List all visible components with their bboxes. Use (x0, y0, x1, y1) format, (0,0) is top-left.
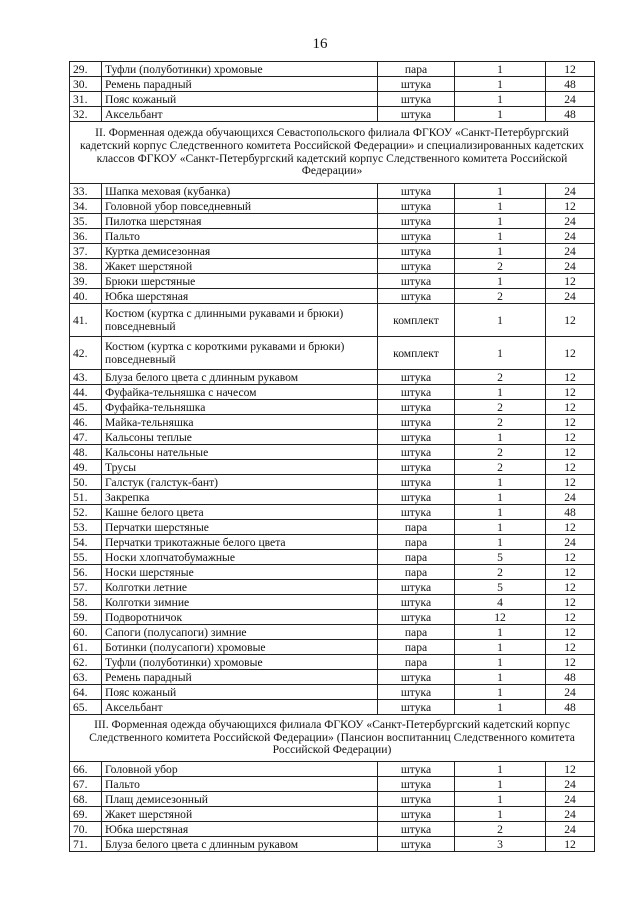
unit-of-measure: пара (378, 655, 455, 670)
wear-term: 12 (546, 595, 595, 610)
unit-of-measure: пара (378, 520, 455, 535)
row-number: 42. (70, 337, 102, 370)
wear-term: 12 (546, 550, 595, 565)
table-row (70, 62, 595, 77)
quantity: 2 (455, 400, 546, 415)
item-name: Галстук (галстук-бант) (102, 475, 378, 490)
quantity: 1 (455, 655, 546, 670)
table-row (70, 837, 595, 852)
item-name: Пилотка шерстяная (102, 214, 378, 229)
table-row (70, 337, 595, 370)
wear-term: 12 (546, 304, 595, 337)
unit-of-measure: штука (378, 184, 455, 199)
row-number: 44. (70, 385, 102, 400)
table-row (70, 700, 595, 715)
unit-of-measure: штука (378, 595, 455, 610)
unit-of-measure: штука (378, 610, 455, 625)
table-group-mid-b (70, 370, 595, 715)
table-row (70, 92, 595, 107)
quantity: 1 (455, 685, 546, 700)
unit-of-measure: штука (378, 792, 455, 807)
table-row (70, 640, 595, 655)
item-name: Перчатки трикотажные белого цвета (102, 535, 378, 550)
wear-term: 12 (546, 837, 595, 852)
table-row (70, 565, 595, 580)
page-number: 16 (312, 36, 328, 52)
row-number: 30. (70, 77, 102, 92)
table-group-bottom (70, 762, 595, 852)
quantity: 1 (455, 535, 546, 550)
item-name: Перчатки шерстяные (102, 520, 378, 535)
wear-term: 24 (546, 792, 595, 807)
quantity: 1 (455, 700, 546, 715)
quantity: 2 (455, 415, 546, 430)
quantity: 1 (455, 107, 546, 122)
table-row (70, 670, 595, 685)
row-number: 59. (70, 610, 102, 625)
row-number: 66. (70, 762, 102, 777)
item-name: Кальсоны нательные (102, 445, 378, 460)
row-number: 38. (70, 259, 102, 274)
item-name: Носки хлопчатобумажные (102, 550, 378, 565)
item-name: Жакет шерстяной (102, 259, 378, 274)
unit-of-measure: штука (378, 475, 455, 490)
wear-term: 24 (546, 535, 595, 550)
wear-term: 12 (546, 762, 595, 777)
unit-of-measure: штука (378, 77, 455, 92)
item-name: Головной убор повседневный (102, 199, 378, 214)
quantity: 3 (455, 837, 546, 852)
wear-term: 12 (546, 430, 595, 445)
row-number: 53. (70, 520, 102, 535)
wear-term: 12 (546, 580, 595, 595)
table-group-mid-a (70, 184, 595, 304)
table-row (70, 107, 595, 122)
wear-term: 24 (546, 777, 595, 792)
table-row (70, 259, 595, 274)
item-name: Ремень парадный (102, 670, 378, 685)
wear-term: 12 (546, 415, 595, 430)
row-number: 37. (70, 244, 102, 259)
unit-of-measure: пара (378, 640, 455, 655)
item-name: Блуза белого цвета с длинным рукавом (102, 370, 378, 385)
row-number: 33. (70, 184, 102, 199)
table-row (70, 415, 595, 430)
quantity: 1 (455, 807, 546, 822)
unit-of-measure: штука (378, 505, 455, 520)
row-number: 52. (70, 505, 102, 520)
row-number: 55. (70, 550, 102, 565)
row-number: 43. (70, 370, 102, 385)
unit-of-measure: штука (378, 199, 455, 214)
unit-of-measure: пара (378, 535, 455, 550)
wear-term: 24 (546, 807, 595, 822)
item-name: Плащ демисезонный (102, 792, 378, 807)
unit-of-measure: пара (378, 550, 455, 565)
quantity: 1 (455, 625, 546, 640)
item-name: Головной убор (102, 762, 378, 777)
item-name: Юбка шерстяная (102, 822, 378, 837)
unit-of-measure: штука (378, 107, 455, 122)
quantity: 1 (455, 762, 546, 777)
unit-of-measure: штука (378, 214, 455, 229)
wear-term: 12 (546, 445, 595, 460)
item-name: Ремень парадный (102, 77, 378, 92)
quantity: 4 (455, 595, 546, 610)
item-name: Пояс кожаный (102, 685, 378, 700)
item-name: Пояс кожаный (102, 92, 378, 107)
row-number: 29. (70, 62, 102, 77)
table-row (70, 370, 595, 385)
table-row (70, 229, 595, 244)
wear-term: 12 (546, 565, 595, 580)
row-number: 47. (70, 430, 102, 445)
unit-of-measure: штука (378, 229, 455, 244)
item-name: Колготки зимние (102, 595, 378, 610)
table-row (70, 400, 595, 415)
row-number: 35. (70, 214, 102, 229)
unit-of-measure: штука (378, 460, 455, 475)
section-heading-row (70, 715, 595, 762)
wear-term: 12 (546, 370, 595, 385)
unit-of-measure: штука (378, 837, 455, 852)
table-row (70, 655, 595, 670)
quantity: 1 (455, 385, 546, 400)
wear-term: 12 (546, 475, 595, 490)
quantity: 2 (455, 822, 546, 837)
item-name: Костюм (куртка с длинными рукавами и брюки) повседневный (102, 304, 378, 337)
item-name: Носки шерстяные (102, 565, 378, 580)
wear-term: 24 (546, 229, 595, 244)
row-number: 31. (70, 92, 102, 107)
item-name: Костюм (куртка с короткими рукавами и брюки) повседневный (102, 337, 378, 370)
unit-of-measure: штука (378, 370, 455, 385)
item-name: Туфли (полуботинки) хромовые (102, 655, 378, 670)
item-name: Ботинки (полусапоги) хромовые (102, 640, 378, 655)
item-name: Закрепка (102, 490, 378, 505)
item-name: Майка-тельняшка (102, 415, 378, 430)
wear-term: 12 (546, 520, 595, 535)
unit-of-measure: штука (378, 385, 455, 400)
table-row (70, 762, 595, 777)
table-row (70, 199, 595, 214)
quantity: 2 (455, 259, 546, 274)
unit-of-measure: штука (378, 400, 455, 415)
wear-term: 48 (546, 505, 595, 520)
unit-of-measure: штука (378, 274, 455, 289)
unit-of-measure: комплект (378, 304, 455, 337)
unit-of-measure: штука (378, 289, 455, 304)
item-name: Сапоги (полусапоги) зимние (102, 625, 378, 640)
wear-term: 24 (546, 490, 595, 505)
row-number: 48. (70, 445, 102, 460)
row-number: 65. (70, 700, 102, 715)
row-number: 50. (70, 475, 102, 490)
table-row (70, 807, 595, 822)
row-number: 54. (70, 535, 102, 550)
quantity: 1 (455, 337, 546, 370)
unit-of-measure: штука (378, 670, 455, 685)
table-row (70, 289, 595, 304)
wear-term: 12 (546, 625, 595, 640)
quantity: 2 (455, 370, 546, 385)
row-number: 61. (70, 640, 102, 655)
item-name: Куртка демисезонная (102, 244, 378, 259)
item-name: Шапка меховая (кубанка) (102, 184, 378, 199)
table-row (70, 792, 595, 807)
item-name: Пальто (102, 229, 378, 244)
table-row (70, 274, 595, 289)
section-2-block (70, 122, 595, 184)
quantity: 1 (455, 62, 546, 77)
wear-term: 12 (546, 655, 595, 670)
unit-of-measure: штука (378, 822, 455, 837)
wear-term: 24 (546, 289, 595, 304)
quantity: 1 (455, 430, 546, 445)
wear-term: 24 (546, 685, 595, 700)
item-name: Юбка шерстяная (102, 289, 378, 304)
item-name: Аксельбант (102, 700, 378, 715)
section-heading-2: II. Форменная одежда обучающихся Севастопольского филиала ФГКОУ «Санкт-Петербургский кадетский корпус Следственного комитета Российской Федерации» и специализированных кадетских классов ФГКОУ «Санкт-Петербургский кадетский корпус Следственного комитета Российской Федерации» (70, 122, 595, 184)
table-row (70, 610, 595, 625)
table-row (70, 595, 595, 610)
table-row (70, 304, 595, 337)
table-row (70, 520, 595, 535)
quantity: 2 (455, 289, 546, 304)
row-number: 63. (70, 670, 102, 685)
row-number: 62. (70, 655, 102, 670)
row-number: 58. (70, 595, 102, 610)
wear-term: 24 (546, 214, 595, 229)
wear-term: 24 (546, 92, 595, 107)
quantity: 1 (455, 475, 546, 490)
item-name: Колготки летние (102, 580, 378, 595)
item-name: Жакет шерстяной (102, 807, 378, 822)
unit-of-measure: штука (378, 685, 455, 700)
wear-term: 12 (546, 337, 595, 370)
item-name: Подворотничок (102, 610, 378, 625)
item-name: Фуфайка-тельняшка с начесом (102, 385, 378, 400)
row-number: 51. (70, 490, 102, 505)
item-name: Фуфайка-тельняшка (102, 400, 378, 415)
row-number: 39. (70, 274, 102, 289)
item-name: Туфли (полуботинки) хромовые (102, 62, 378, 77)
row-number: 34. (70, 199, 102, 214)
row-number: 57. (70, 580, 102, 595)
row-number: 56. (70, 565, 102, 580)
unit-of-measure: штука (378, 415, 455, 430)
unit-of-measure: штука (378, 259, 455, 274)
wear-term: 24 (546, 184, 595, 199)
table-row (70, 77, 595, 92)
table-row (70, 685, 595, 700)
quantity: 1 (455, 77, 546, 92)
unit-of-measure: штука (378, 580, 455, 595)
uniform-items-table (69, 61, 595, 852)
unit-of-measure: пара (378, 625, 455, 640)
item-name: Кальсоны теплые (102, 430, 378, 445)
section-heading-3: III. Форменная одежда обучающихся филиала ФГКОУ «Санкт-Петербургский кадетский корпус Следственного комитета Российской Федерации» (Пансион воспитанниц Следственного комитета Российской Федерации) (70, 715, 595, 762)
table-row (70, 460, 595, 475)
unit-of-measure: штука (378, 92, 455, 107)
table-row (70, 430, 595, 445)
unit-of-measure: штука (378, 807, 455, 822)
quantity: 1 (455, 640, 546, 655)
quantity: 1 (455, 214, 546, 229)
item-name: Трусы (102, 460, 378, 475)
item-name: Аксельбант (102, 107, 378, 122)
unit-of-measure: штука (378, 777, 455, 792)
unit-of-measure: штука (378, 430, 455, 445)
quantity: 5 (455, 580, 546, 595)
row-number: 60. (70, 625, 102, 640)
unit-of-measure: пара (378, 62, 455, 77)
table-row (70, 625, 595, 640)
table-row (70, 490, 595, 505)
table-row (70, 385, 595, 400)
row-number: 70. (70, 822, 102, 837)
table-row (70, 244, 595, 259)
table-group-top (70, 62, 595, 122)
quantity: 1 (455, 92, 546, 107)
wear-term: 12 (546, 62, 595, 77)
quantity: 1 (455, 199, 546, 214)
table-row (70, 445, 595, 460)
row-number: 36. (70, 229, 102, 244)
row-number: 67. (70, 777, 102, 792)
table-row (70, 184, 595, 199)
table-row (70, 535, 595, 550)
quantity: 1 (455, 670, 546, 685)
table-row (70, 214, 595, 229)
wear-term: 48 (546, 700, 595, 715)
wear-term: 12 (546, 385, 595, 400)
unit-of-measure: штука (378, 244, 455, 259)
item-name: Кашне белого цвета (102, 505, 378, 520)
section-3-block (70, 715, 595, 762)
wear-term: 12 (546, 640, 595, 655)
wear-term: 12 (546, 610, 595, 625)
wear-term: 12 (546, 199, 595, 214)
wear-term: 24 (546, 822, 595, 837)
row-number: 41. (70, 304, 102, 337)
wear-term: 24 (546, 259, 595, 274)
section-heading-row (70, 122, 595, 184)
unit-of-measure: штука (378, 490, 455, 505)
unit-of-measure: штука (378, 700, 455, 715)
row-number: 69. (70, 807, 102, 822)
row-number: 45. (70, 400, 102, 415)
unit-of-measure: штука (378, 762, 455, 777)
table-row (70, 822, 595, 837)
wear-term: 12 (546, 274, 595, 289)
unit-of-measure: пара (378, 565, 455, 580)
quantity: 1 (455, 792, 546, 807)
quantity: 1 (455, 520, 546, 535)
table-row (70, 777, 595, 792)
quantity: 2 (455, 445, 546, 460)
table-row (70, 580, 595, 595)
unit-of-measure: комплект (378, 337, 455, 370)
quantity: 1 (455, 505, 546, 520)
quantity: 1 (455, 777, 546, 792)
quantity: 2 (455, 565, 546, 580)
table-row (70, 550, 595, 565)
row-number: 68. (70, 792, 102, 807)
quantity: 5 (455, 550, 546, 565)
quantity: 1 (455, 304, 546, 337)
item-name: Брюки шерстяные (102, 274, 378, 289)
wear-term: 12 (546, 460, 595, 475)
wear-term: 48 (546, 77, 595, 92)
quantity: 1 (455, 244, 546, 259)
wear-term: 24 (546, 244, 595, 259)
wear-term: 48 (546, 670, 595, 685)
row-number: 64. (70, 685, 102, 700)
wear-term: 48 (546, 107, 595, 122)
row-number: 32. (70, 107, 102, 122)
table-row (70, 505, 595, 520)
wear-term: 12 (546, 400, 595, 415)
quantity: 2 (455, 460, 546, 475)
table-group-tall (70, 304, 595, 370)
quantity: 1 (455, 274, 546, 289)
row-number: 40. (70, 289, 102, 304)
row-number: 49. (70, 460, 102, 475)
item-name: Пальто (102, 777, 378, 792)
item-name: Блуза белого цвета с длинным рукавом (102, 837, 378, 852)
table-row (70, 475, 595, 490)
quantity: 1 (455, 229, 546, 244)
row-number: 46. (70, 415, 102, 430)
quantity: 1 (455, 184, 546, 199)
row-number: 71. (70, 837, 102, 852)
quantity: 1 (455, 490, 546, 505)
quantity: 12 (455, 610, 546, 625)
unit-of-measure: штука (378, 445, 455, 460)
